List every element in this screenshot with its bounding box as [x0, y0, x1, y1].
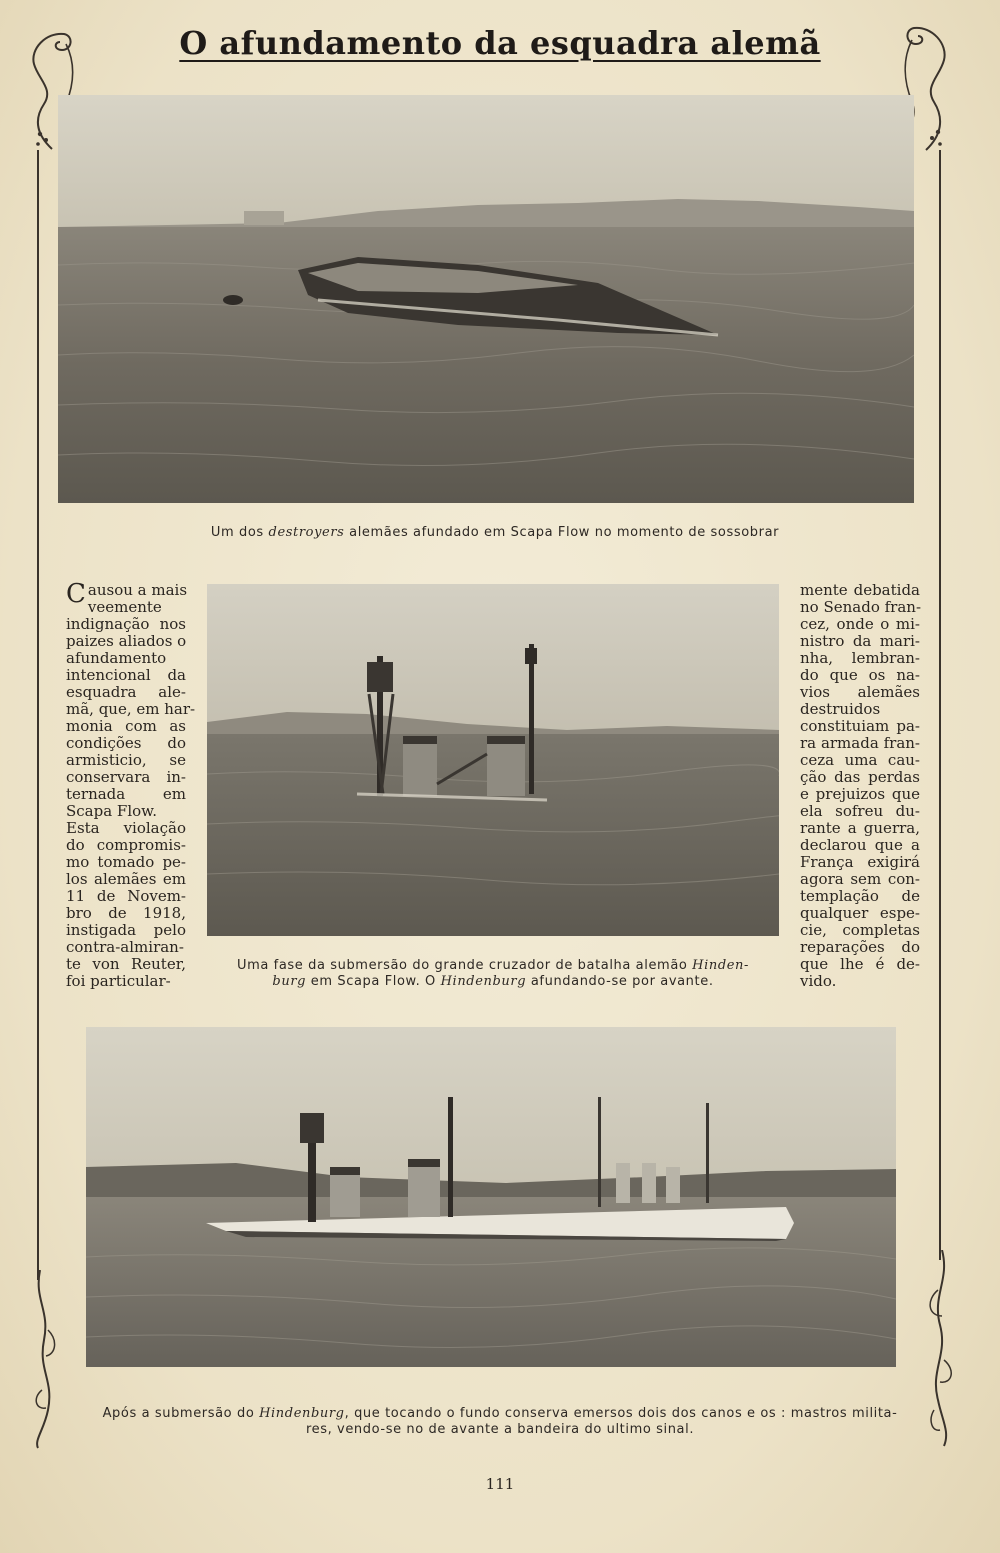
article-line: instigada pelo — [66, 921, 186, 939]
bottom-left-ornament — [28, 1270, 64, 1450]
article-line: França exigirá — [800, 853, 920, 871]
article-line: ção das perdas — [800, 768, 920, 786]
article-line: indignação nos — [66, 615, 186, 633]
drop-cap: C — [66, 579, 86, 609]
article-line: veemente — [87, 598, 162, 616]
article-line: mã, que, em har- — [66, 700, 196, 718]
article-line: vios alemães — [800, 683, 920, 701]
article-line: destruidos — [800, 700, 881, 718]
hindenburg-resting-photo — [86, 1027, 896, 1367]
article-line: ternada em — [66, 785, 186, 803]
article-line: que lhe é de- — [800, 955, 920, 973]
left-border-line — [37, 150, 39, 1280]
article-line: afundamento — [66, 649, 167, 667]
article-line: cez, onde o mi- — [800, 615, 920, 633]
hindenburg-sinking-caption: Uma fase da submersão do grande cruzador de batalha alemão Hinden- burg em Scapa Flow. O Hindenburg afundando-se por avante. — [236, 958, 750, 989]
article-line: intencional da — [66, 666, 186, 684]
hindenburg-resting-caption: Após a submersão do Hindenburg, que tocando o fundo conserva emersos dois dos canos e os : mastros milita- res, vendo-se no de avante a bandeira do ultimo sinal. — [102, 1406, 898, 1437]
article-line: 11 de Novem- — [66, 887, 186, 905]
article-line: mo tomado pe- — [66, 853, 186, 871]
article-line: cie, completas — [800, 921, 920, 939]
article-line: esquadra ale- — [66, 683, 186, 701]
article-line: conservara in- — [66, 768, 186, 786]
article-line: foi particular- — [66, 972, 171, 990]
article-line: vido. — [800, 972, 837, 990]
article-line: Esta violação — [66, 819, 186, 837]
destroyer-photo — [58, 95, 914, 503]
article-line: te von Reuter, — [66, 955, 186, 973]
article-left-column — [66, 579, 196, 990]
article-line: do que os na- — [800, 666, 920, 684]
article-line-text: ausou a mais — [87, 581, 188, 599]
article-line: declarou que a — [800, 836, 920, 854]
article-line: reparações do — [800, 938, 920, 956]
article-line: nha, lembran- — [800, 649, 920, 667]
article-line: rante a guerra, — [800, 819, 920, 837]
article-line: paizes aliados o — [66, 632, 187, 650]
article-line: Scapa Flow. — [66, 802, 157, 820]
article-line: condições do — [66, 734, 186, 752]
article-right-column — [800, 582, 920, 990]
article-line: constituiam pa- — [800, 717, 920, 735]
article-line: agora sem con- — [800, 870, 920, 888]
article-line: bro de 1918, — [66, 904, 186, 922]
article-line: e prejuizos que — [800, 785, 920, 803]
article-line: ceza uma cau- — [800, 751, 920, 769]
article-line: mente debatida — [800, 581, 920, 599]
hindenburg-sinking-photo — [207, 584, 779, 936]
article-line: contra-almiran- — [66, 938, 184, 956]
article-line: monia com as — [66, 717, 186, 735]
right-border-line — [939, 150, 941, 1260]
article-line: ela sofreu du- — [800, 802, 920, 820]
article-line: nistro da mari- — [800, 632, 920, 650]
page-number: 111 — [485, 1475, 515, 1493]
article-line: do compromis- — [66, 836, 186, 854]
article-line: armisticio, se — [66, 751, 186, 769]
article-line: los alemães em — [66, 870, 186, 888]
page-title: O afundamento da esquadra alemã — [179, 24, 821, 62]
destroyer-caption: Um dos destroyers alemães afundado em Scapa Flow no momento de sossobrar — [210, 525, 780, 540]
article-line: ra armada fran- — [800, 734, 920, 752]
article-line: templação de — [800, 887, 920, 905]
article-line: qualquer espe- — [800, 904, 920, 922]
article-line: no Senado fran- — [800, 598, 922, 616]
